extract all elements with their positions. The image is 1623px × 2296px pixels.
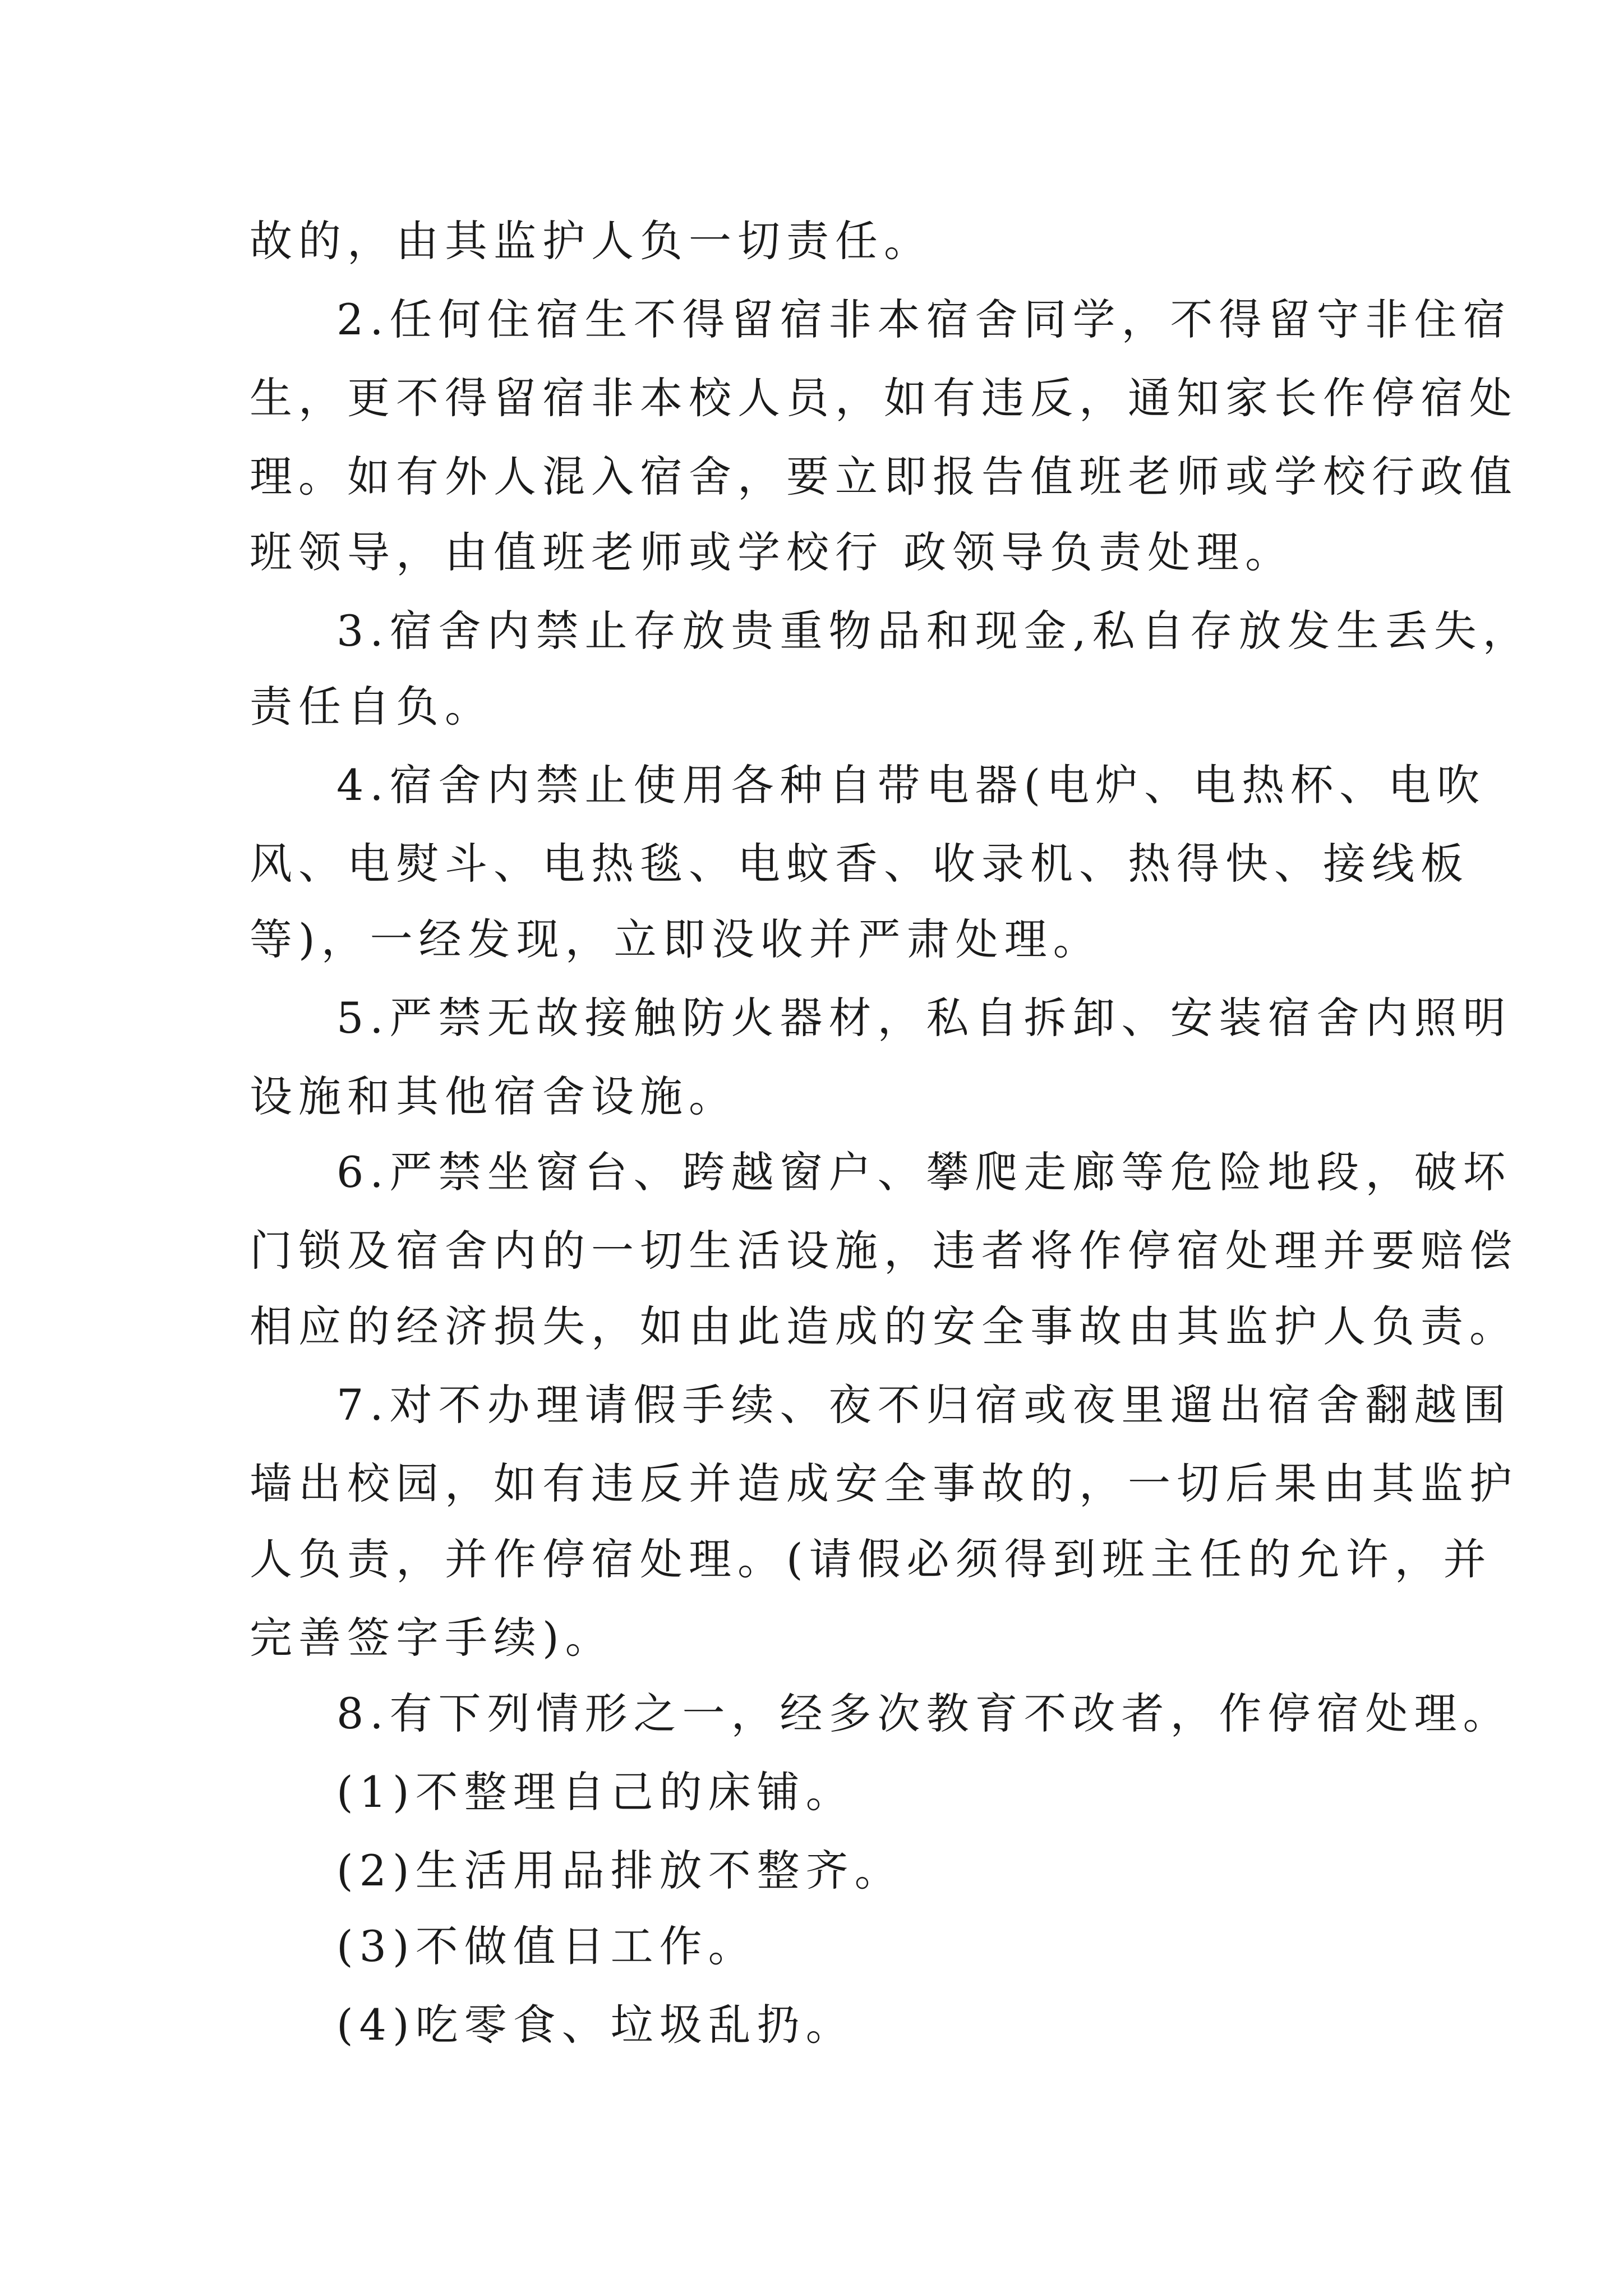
rule-8-item-3: (3)不做值日工作。 xyxy=(336,1921,757,1971)
rule-5-line-2: 设施和其他宿舍设施。 xyxy=(250,1071,737,1121)
rule-8-item-2: (2)生活用品排放不整齐。 xyxy=(336,1846,903,1895)
text-line-1: 故的，由其监护人负一切责任。 xyxy=(250,216,933,266)
rule-7-line-4: 完善签字手续)。 xyxy=(250,1613,614,1663)
rule-3-line-1: 3.宿舍内禁止存放贵重物品和现金,私自存放发生丢失， xyxy=(336,606,1532,656)
rule-2-line-3: 理。如有外人混入宿舍，要立即报告值班老师或学校行政值 xyxy=(250,452,1518,501)
rule-7-line-2: 墙出校园，如有违反并造成安全事故的，一切后果由其监护 xyxy=(250,1458,1518,1508)
rule-7-line-3: 人负责，并作停宿处理。(请假必须得到班主任的允许，并 xyxy=(250,1534,1492,1584)
rule-5-line-1: 5.严禁无故接触防火器材，私自拆卸、安装宿舍内照明 xyxy=(336,993,1512,1043)
rule-4-line-3: 等)，一经发现，立即没收并严肃处理。 xyxy=(250,914,1102,964)
rule-4-line-2: 风、电熨斗、电热毯、电蚊香、收录机、热得快、接线板 xyxy=(250,839,1469,889)
rule-2-line-1: 2.任何住宿生不得留宿非本宿舍同学，不得留守非住宿 xyxy=(336,295,1512,344)
rule-7-line-1: 7.对不办理请假手续、夜不归宿或夜里遛出宿舍翻越围 xyxy=(336,1380,1512,1430)
rule-4-line-1: 4.宿舍内禁止使用各种自带电器(电炉、电热杯、电吹 xyxy=(336,760,1486,810)
rule-8-item-4: (4)吃零食、垃圾乱扔。 xyxy=(336,2000,855,2050)
rule-3-line-2: 责任自负。 xyxy=(250,682,494,731)
rule-6-line-1: 6.严禁坐窗台、跨越窗户、攀爬走廊等危险地段，破坏 xyxy=(336,1147,1512,1197)
rule-6-line-2: 门锁及宿舍内的一切生活设施，违者将作停宿处理并要赔偿 xyxy=(250,1226,1518,1276)
rule-8-item-1: (1)不整理自己的床铺。 xyxy=(336,1767,855,1817)
rule-8-line-1: 8.有下列情形之一，经多次教育不改者，作停宿处理。 xyxy=(336,1688,1512,1738)
rule-6-line-3: 相应的经济损失，如由此造成的安全事故由其监护人负责。 xyxy=(250,1301,1518,1351)
rule-2-line-2: 生，更不得留宿非本校人员，如有违反，通知家长作停宿处 xyxy=(250,373,1518,423)
rule-2-line-4: 班领导，由值班老师或学校行 政领导负责处理。 xyxy=(250,527,1294,577)
